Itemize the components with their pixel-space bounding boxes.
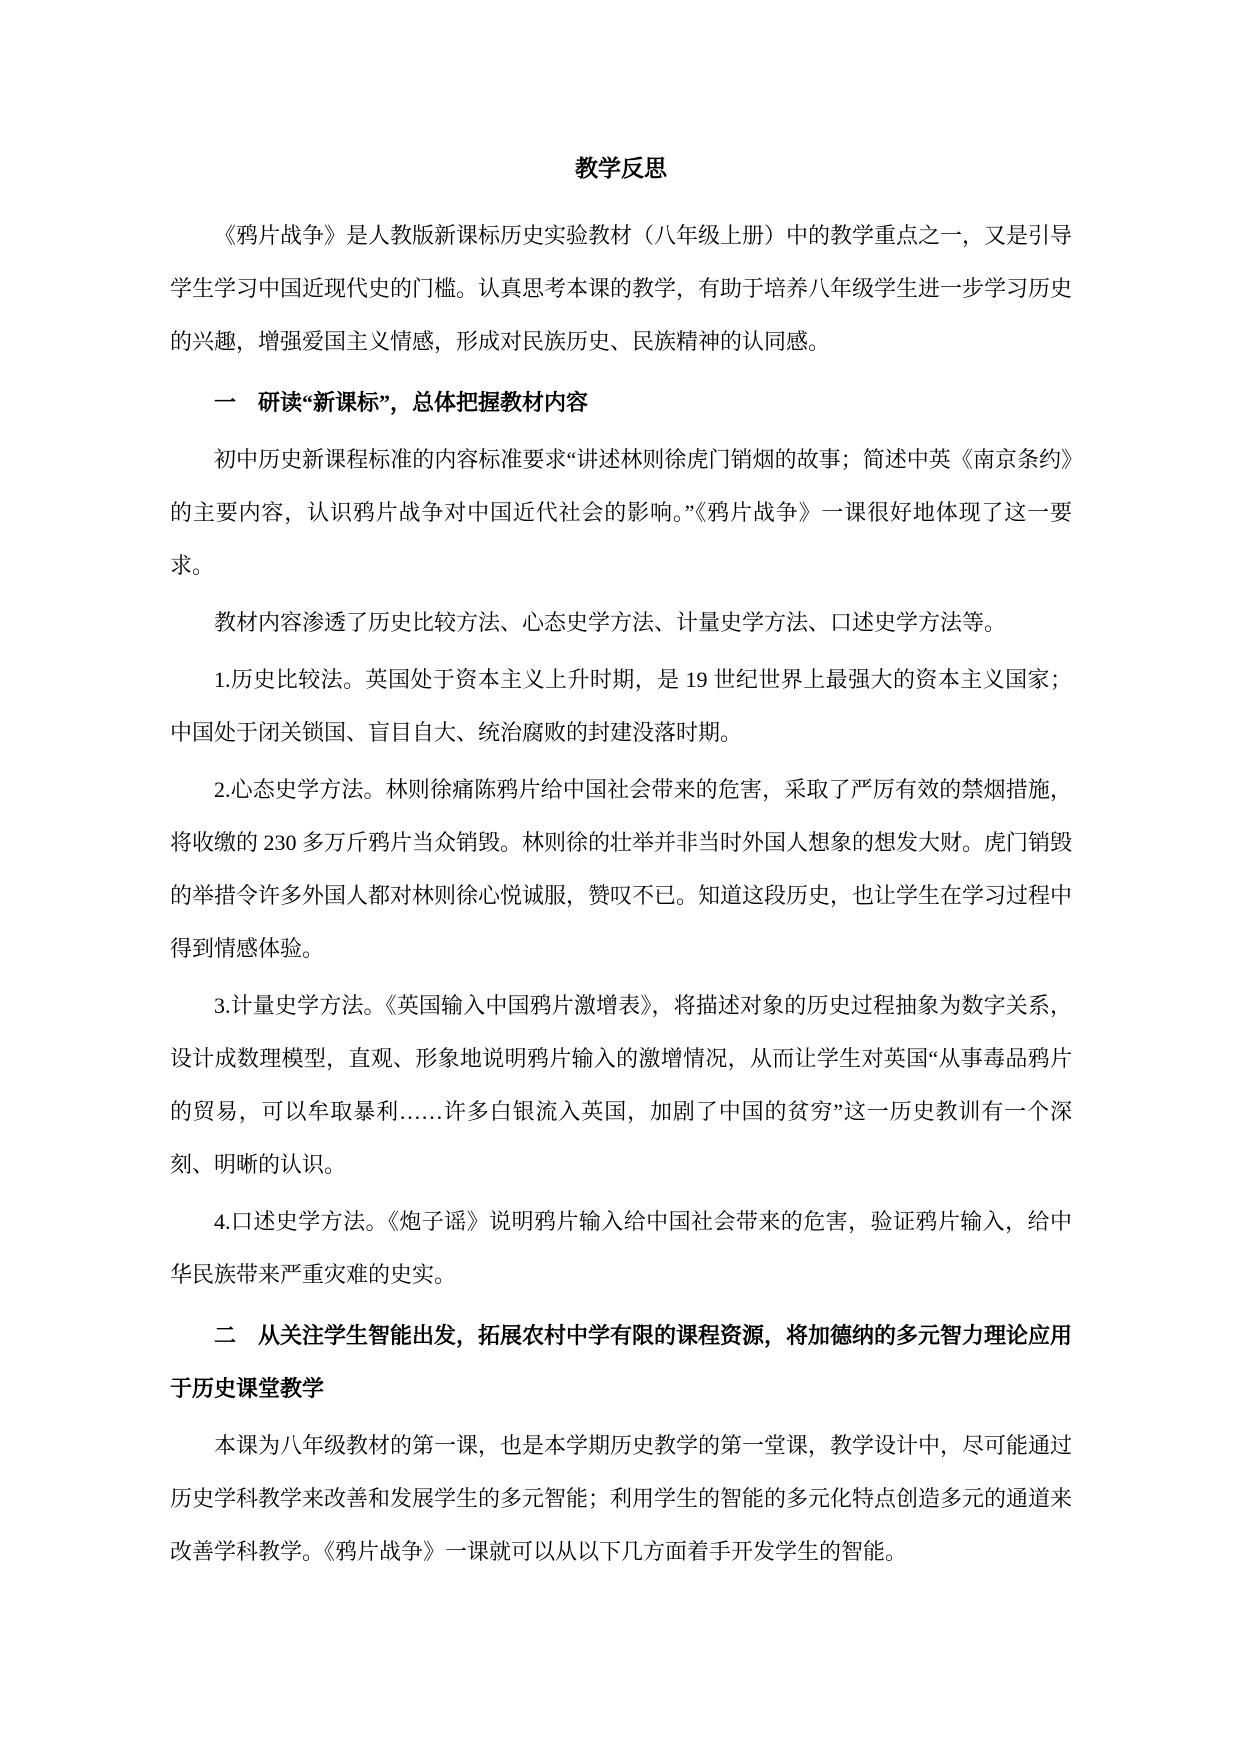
section-heading-2: 二 从关注学生智能出发，拓展农村中学有限的课程资源，将加德纳的多元智力理论应用于历史课堂教学	[170, 1323, 1073, 1401]
paragraph-methods-overview: 教材内容渗透了历史比较方法、心态史学方法、计量史学方法、口述史学方法等。	[214, 610, 1007, 635]
paragraph-intro: 《鸦片战争》是人教版新课标历史实验教材（八年级上册）中的教学重点之一，又是引导学生学习中国近现代史的门槛。认真思考本课的教学，有助于培养八年级学生进一步学习历史的兴趣，增强爱国主义情感，形成对民族历史、民族精神的认同感。	[170, 223, 1073, 354]
doc-title: 教学反思	[575, 156, 667, 181]
paragraph-standard: 初中历史新课程标准的内容标准要求“讲述林则徐虎门销烟的故事；简述中英《南京条约》的主要内容，认识鸦片战争对中国近代社会的影响。”《鸦片战争》一课很好地体现了这一要求。	[170, 447, 1072, 578]
paragraph-method-4: 4.口述史学方法。《炮子谣》说明鸦片输入给中国社会带来的危害，验证鸦片输入，给中华民族带来严重灾难的史实。	[170, 1209, 1072, 1287]
paragraph-method-1: 1.历史比较法。英国处于资本主义上升时期，是 19 世纪世界上最强大的资本主义国家；中国处于闭关锁国、盲目自大、统治腐败的封建没落时期。	[170, 667, 1072, 745]
section-heading-1: 一 研读“新课标”，总体把握教材内容	[214, 390, 589, 415]
paragraph-method-2: 2.心态史学方法。林则徐痛陈鸦片给中国社会带来的危害，采取了严厉有效的禁烟措施，将收缴的 230 多万斤鸦片当众销毁。林则徐的壮举并非当时外国人想象的想发大财。虎门销毁的举措令许多外国人都对林则徐心悦诚服，赞叹不已。知道这段历史，也让学生在学习过程中得到情感体验。	[170, 777, 1073, 961]
paragraph-lesson-design: 本课为八年级教材的第一课，也是本学期历史教学的第一堂课，教学设计中，尽可能通过历史学科教学来改善和发展学生的多元智能；利用学生的智能的多元化特点创造多元的通道来改善学科教学。《鸦片战争》一课就可以从以下几方面着手开发学生的智能。	[170, 1433, 1073, 1564]
document-content	[170, 142, 1072, 1582]
paragraph-method-3: 3.计量史学方法。《英国输入中国鸦片激增表》，将描述对象的历史过程抽象为数字关系，设计成数理模型，直观、形象地说明鸦片输入的激增情况，从而让学生对英国“从事毒品鸦片的贸易，可以牟取暴利……许多白银流入英国，加剧了中国的贫穷”这一历史教训有一个深刻、明晰的认识。	[170, 993, 1072, 1177]
